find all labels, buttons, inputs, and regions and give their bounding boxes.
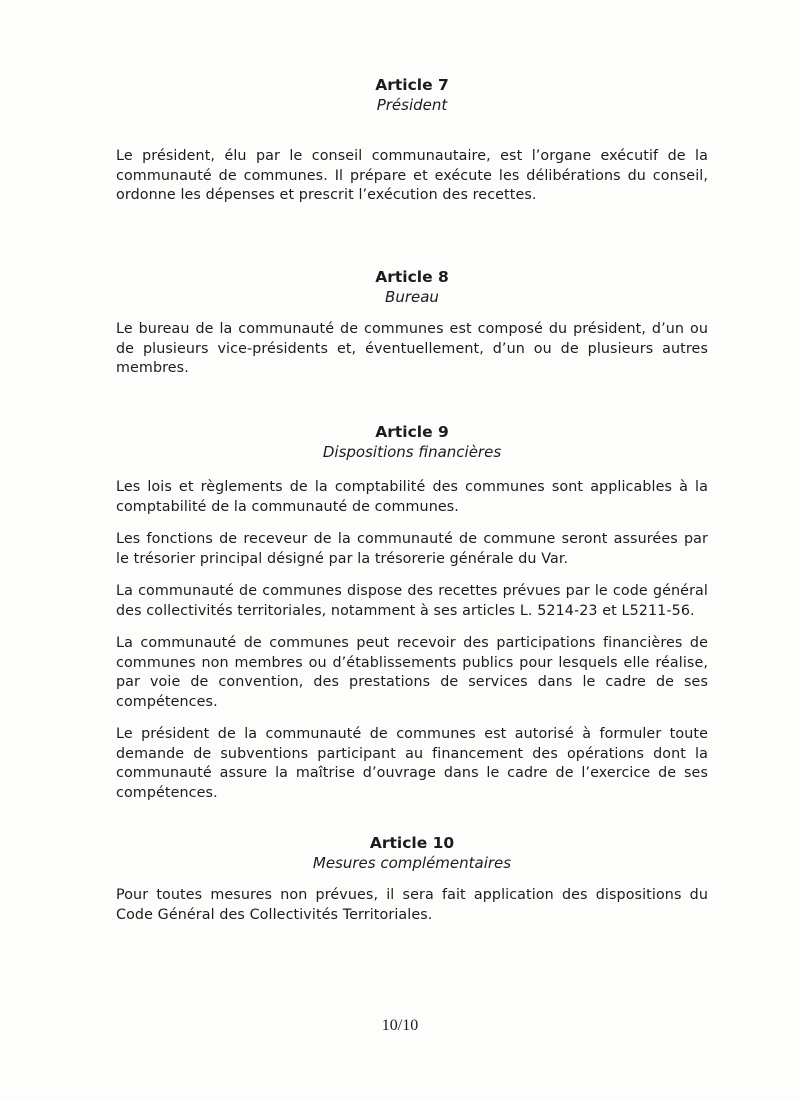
article-paragraph: Le président, élu par le conseil communautaire, est l’organe exécutif de la communauté de communes. Il prépare et exécute les délibérations du conseil, ordonne les dépenses et prescrit l’exécution des recettes.: [116, 148, 708, 203]
article-paragraph: Le président de la communauté de communes est autorisé à formuler toute demande de subventions participant au financement des opérations dont la communauté assure la maîtrise d’ouvrage dans le cadre de l’exercice de ses compétences.: [116, 726, 708, 801]
article-paragraph: Pour toutes mesures non prévues, il sera fait application des dispositions du Code Général des Collectivités Territoriales.: [116, 887, 708, 923]
article-8: [116, 267, 708, 379]
article-paragraph: La communauté de communes peut recevoir des participations financières de communes non membres ou d’établissements publics pour lesquels elle réalise, par voie de convention, des prestations de services dans le cadre de ses compétences.: [116, 635, 708, 710]
article-number: Article 7: [375, 76, 449, 94]
article-heading: [116, 833, 708, 873]
article-10: [116, 833, 708, 925]
article-subtitle: Président: [376, 96, 448, 114]
article-paragraph: La communauté de communes dispose des recettes prévues par le code général des collectivités territoriales, notamment à ses articles L. 5214-23 et L5211-56.: [116, 583, 708, 619]
article-heading: [116, 75, 708, 115]
article-subtitle: Dispositions financières: [322, 443, 502, 461]
article-7: [116, 75, 708, 206]
article-paragraph: Le bureau de la communauté de communes est composé du président, d’un ou de plusieurs vice-présidents et, éventuellement, d’un ou de plusieurs autres membres.: [116, 321, 708, 376]
page-number: 10/10: [381, 1017, 419, 1034]
article-number: Article 8: [375, 268, 449, 286]
article-heading: [116, 422, 708, 462]
article-subtitle: Bureau: [385, 288, 439, 306]
article-heading: [116, 267, 708, 307]
article-number: Article 10: [369, 834, 455, 852]
article-paragraph: Les lois et règlements de la comptabilité des communes sont applicables à la comptabilité de la communauté de communes.: [116, 479, 708, 515]
article-subtitle: Mesures complémentaires: [312, 854, 512, 872]
article-9: [116, 422, 708, 803]
article-number: Article 9: [375, 423, 449, 441]
article-paragraph: Les fonctions de receveur de la communauté de commune seront assurées par le trésorier principal désigné par la trésorerie générale du Var.: [116, 531, 708, 567]
